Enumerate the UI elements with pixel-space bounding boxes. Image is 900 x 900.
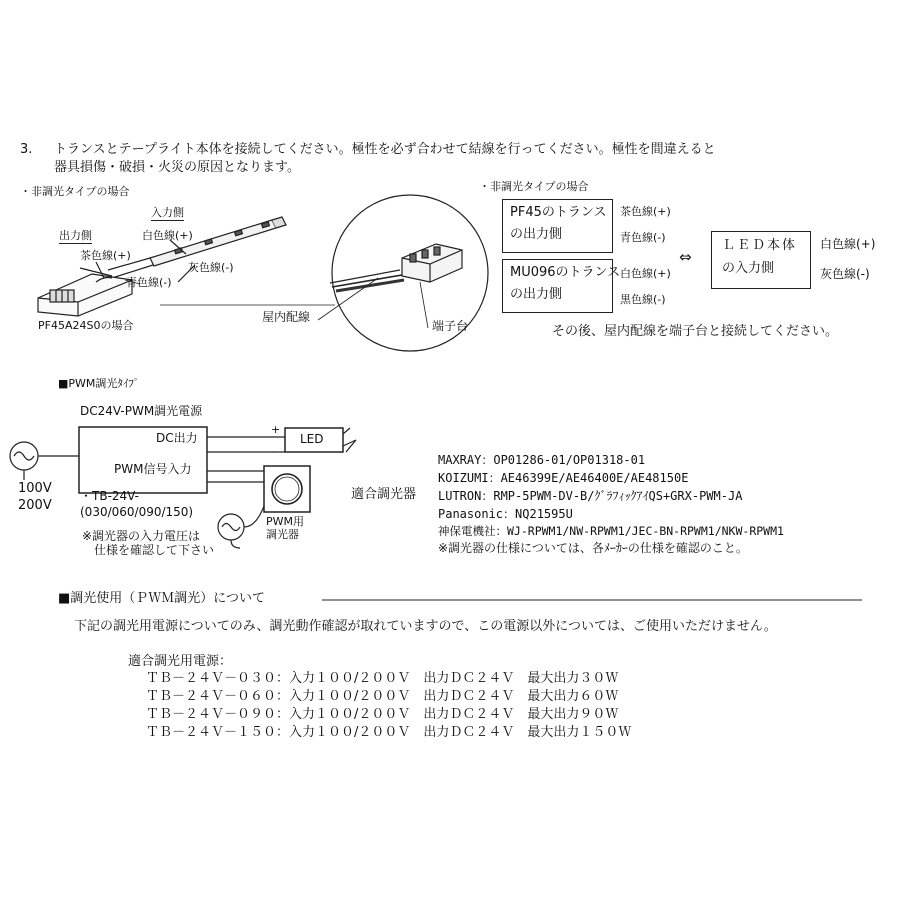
blue-wire-minus-label: 青色線(-) [126,276,172,289]
dimmer-spec-note: ※調光器の仕様については、各ﾒｰｶｰの仕様を確認のこと。 [438,541,748,555]
dimmer-list-item: LUTRON：RMP-5PWM-DV-B/ｸﾞﾗﾌｨｯｸｱｲQS+GRX-PWM-JA [438,489,743,503]
led-white-label: 白色線(+) [820,237,876,251]
dimmer-label-line2: 調光器 [266,528,299,541]
model-caption: PF45A24S0の場合 [38,319,134,332]
mu096-line2: の出力側 [510,287,563,302]
gray-wire-minus-label: 灰色線(-) [188,261,234,274]
dc-out-label: DC出力 [156,431,198,445]
minus-sign: - [272,445,276,458]
compatible-dimmers-label: 適合調光器 [351,487,417,502]
tb-variants-label: (030/060/090/150) [80,505,194,519]
tb-model-label: ・TB-24V- [80,489,139,503]
output-side-label: 出力側 [59,229,92,242]
pf45-line1: PF45のトランス [510,205,607,220]
left-heading: ・非調光タイプの場合 [20,185,130,198]
dimmer-label-line1: PWM用 [266,515,305,528]
pwm-signal-in-label: PWM信号入力 [114,462,192,476]
dimming-description: 下記の調光用電源についてのみ、調光動作確認が取れていますので、この電源以外については、ご使用いただけません。 [74,619,777,634]
supply-row: ＴＢ－２４Ｖ－０３０：入力１００/２００Ｖ 出力ＤＣ２４Ｖ 最大出力３０Ｗ [146,671,619,686]
brown-wire-plus-label: 茶色線(+) [80,249,131,262]
supply-label: 適合調光用電源： [128,654,233,669]
dimming-heading: ■調光使用（ＰＷＭ調光）について [58,592,269,607]
plus-sign: + [271,423,281,436]
led-line1: ＬＥＤ本体 [722,238,798,253]
terminal-block-label: 端子台 [432,319,469,333]
dimmer-list-item: 神保電機社：WJ-RPWM1/NW-RPWM1/JEC-BN-RPWM1/NKW-RPWM1 [438,524,784,538]
equivalence-symbol: ⇔ [679,248,692,266]
white-wire-plus-label: 白色線(+) [142,229,193,242]
mu096-white-label: 白色線(+) [620,267,671,280]
dimmer-list-item: Panasonic：NQ21595U [438,507,573,521]
input-side-label: 入力側 [151,206,184,219]
step-instruction-line-1: トランスとテープライト本体を接続してください。極性を必ず合わせて結線を行ってください。極性を間違えると [54,142,716,157]
mu096-black-label: 黒色線(-) [620,293,666,306]
led-gray-label: 灰色線(-) [820,267,870,281]
pf45-brown-label: 茶色線(+) [620,205,671,218]
right-note: その後、屋内配線を端子台と接続してください。 [552,324,839,339]
pwm-heading: ■PWM調光ﾀｲﾌﾟ [58,377,140,390]
dimmer-list-item: MAXRAY：OP01286-01/OP01318-01 [438,453,646,467]
dimmer-voltage-note-line1: ※調光器の入力電圧は [82,529,201,543]
pwm-power-title: DC24V-PWM調光電源 [80,404,203,418]
transformer-illustration [38,262,132,316]
voltage-200v: 200V [18,498,52,513]
mu096-line1: MU096のトランス [510,265,621,280]
led-line2: の入力側 [722,261,775,276]
pf45-line2: の出力側 [510,227,563,242]
voltage-100v: 100V [18,481,52,496]
supply-row: ＴＢ－２４Ｖ－０６０：入力１００/２００Ｖ 出力ＤＣ２４Ｖ 最大出力６０Ｗ [146,689,619,704]
supply-row: ＴＢ－２４Ｖ－０９０：入力１００/２００Ｖ 出力ＤＣ２４Ｖ 最大出力９０Ｗ [146,707,619,722]
right-heading: ・非調光タイプの場合 [479,180,589,193]
supply-row: ＴＢ－２４Ｖ－１５０：入力１００/２００Ｖ 出力ＤＣ２４Ｖ 最大出力１５０Ｗ [146,725,632,740]
led-box-label: LED [300,432,324,446]
pf45-blue-label: 青色線(-) [620,231,666,244]
indoor-wiring-label: 屋内配線 [262,310,311,324]
dimmer-list-item: KOIZUMI：AE46399E/AE46400E/AE48150E [438,471,689,485]
step-instruction-line-2: 器具損傷・破損・火災の原因となります。 [54,160,300,175]
dimmer-voltage-note-line2: 仕様を確認して下さい [94,543,215,557]
step-number: 3. [20,142,33,157]
